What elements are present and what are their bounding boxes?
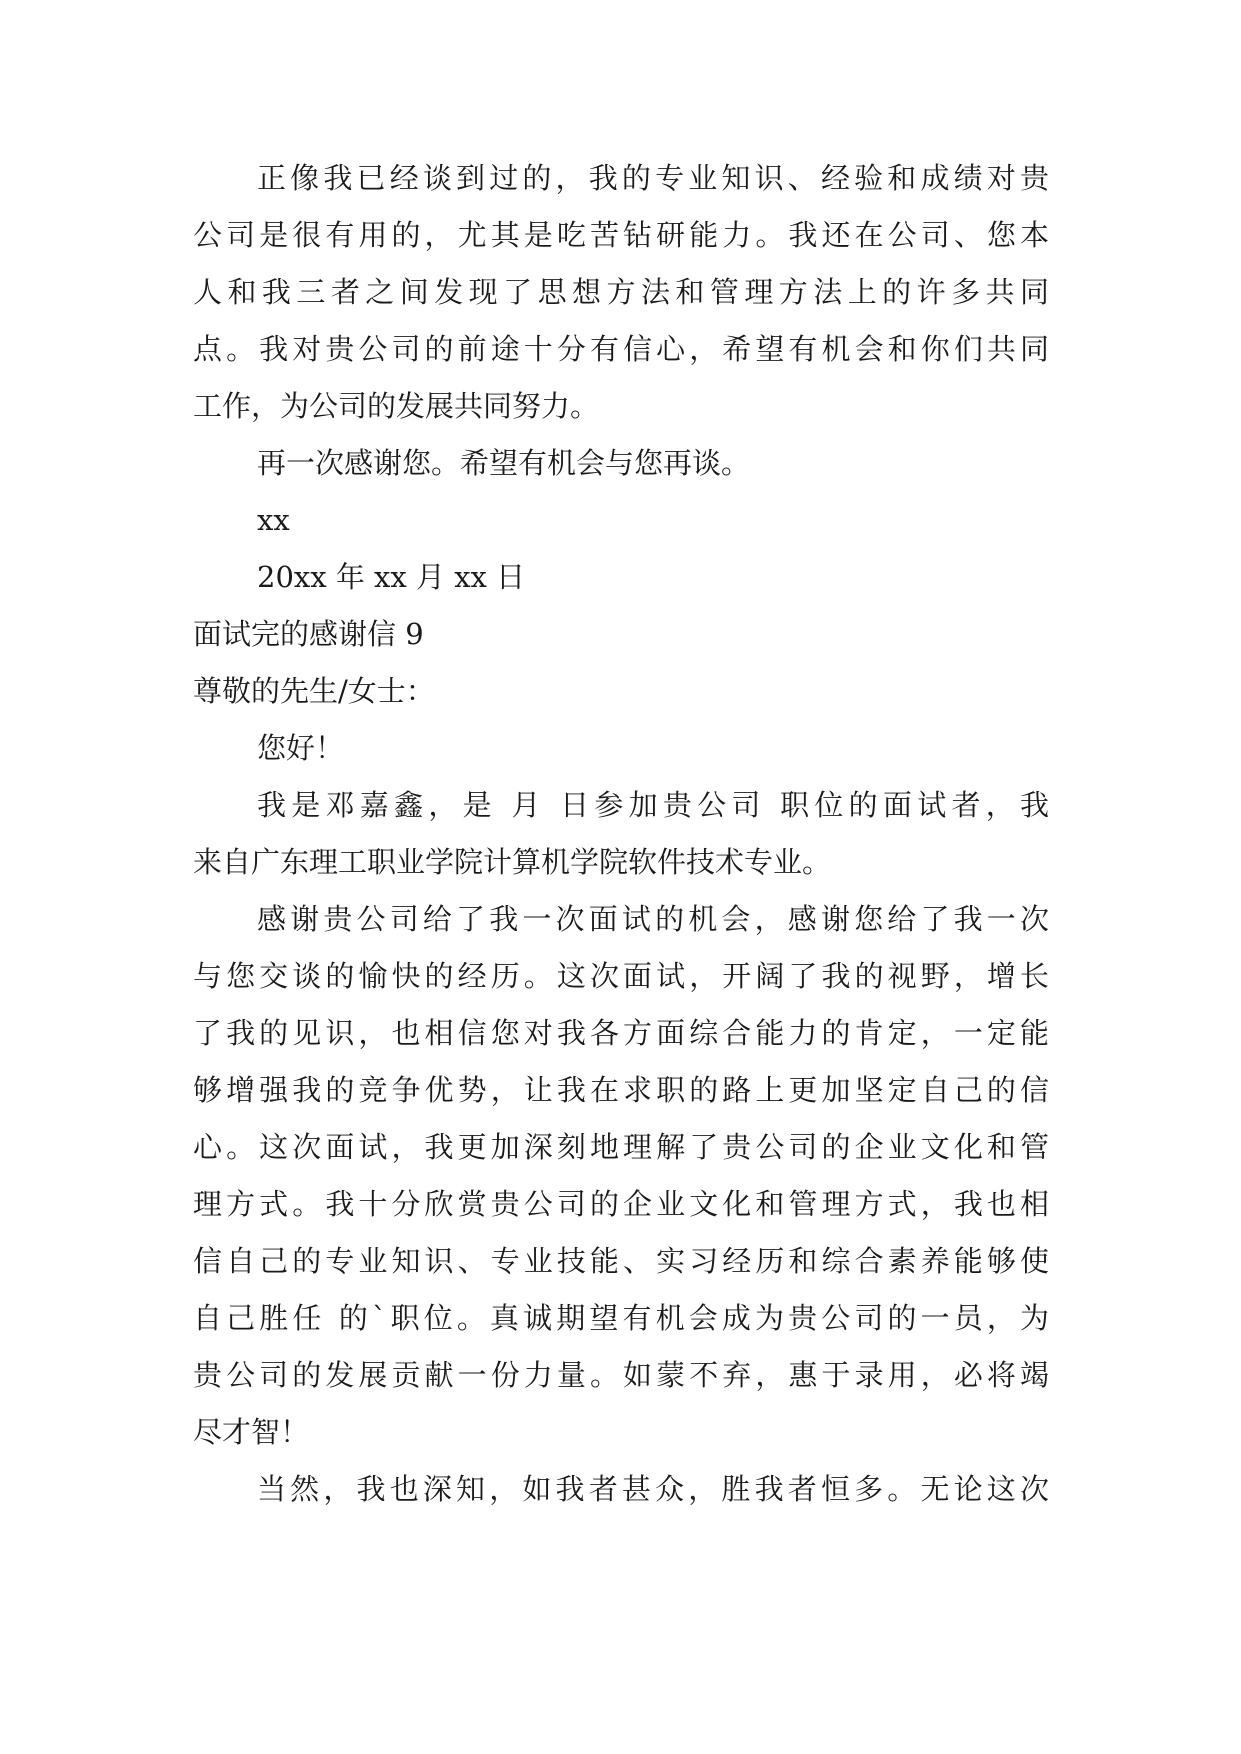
paragraph-line: 人和我三者之间发现了思想方法和管理方法上的许多共同 [193, 275, 1049, 309]
paragraph-line: 了我的见识，也相信您对我各方面综合能力的肯定，一定能 [193, 1016, 1049, 1050]
paragraph-line: 自己胜任 的`职位。真诚期望有机会成为贵公司的一员，为 [193, 1301, 1049, 1335]
signature-name: xx [257, 503, 290, 537]
paragraph-line: 当然，我也深知，如我者甚众，胜我者恒多。无论这次 [257, 1472, 1049, 1506]
salutation: 尊敬的先生/女士： [193, 674, 435, 708]
paragraph-line: 工作，为公司的发展共同努力。 [193, 389, 600, 423]
paragraph-line: 理方式。我十分欣赏贵公司的企业文化和管理方式，我也相 [193, 1187, 1049, 1221]
paragraph-line: 信自己的专业知识、专业技能、实习经历和综合素养能够使 [193, 1244, 1049, 1278]
paragraph-line: 公司是很有用的，尤其是吃苦钻研能力。我还在公司、您本 [193, 218, 1049, 252]
paragraph-line: 与您交谈的愉快的经历。这次面试，开阔了我的视野，增长 [193, 959, 1049, 993]
paragraph-line: 正像我已经谈到过的，我的专业知识、经验和成绩对贵 [257, 161, 1049, 195]
paragraph-line: 够增强我的竞争优势，让我在求职的路上更加坚定自己的信 [193, 1073, 1049, 1107]
paragraph-line: 我是邓嘉鑫，是 月 日参加贵公司 职位的面试者，我 [257, 788, 1049, 822]
section-title: 面试完的感谢信 9 [193, 617, 424, 651]
paragraph-line: 点。我对贵公司的前途十分有信心，希望有机会和你们共同 [193, 332, 1049, 366]
paragraph-line: 贵公司的发展贡献一份力量。如蒙不弃，惠于录用，必将竭 [193, 1358, 1049, 1392]
paragraph-line: 来自广东理工职业学院计算机学院软件技术专业。 [193, 845, 832, 879]
greeting: 您好！ [257, 731, 345, 765]
signature-date: 20xx 年 xx 月 xx 日 [257, 560, 526, 594]
paragraph-line: 心。这次面试，我更加深刻地理解了贵公司的企业文化和管 [193, 1130, 1049, 1164]
paragraph-line: 再一次感谢您。希望有机会与您再谈。 [257, 446, 751, 480]
paragraph-line: 感谢贵公司给了我一次面试的机会，感谢您给了我一次 [257, 902, 1049, 936]
paragraph-line: 尽才智！ [193, 1415, 310, 1449]
